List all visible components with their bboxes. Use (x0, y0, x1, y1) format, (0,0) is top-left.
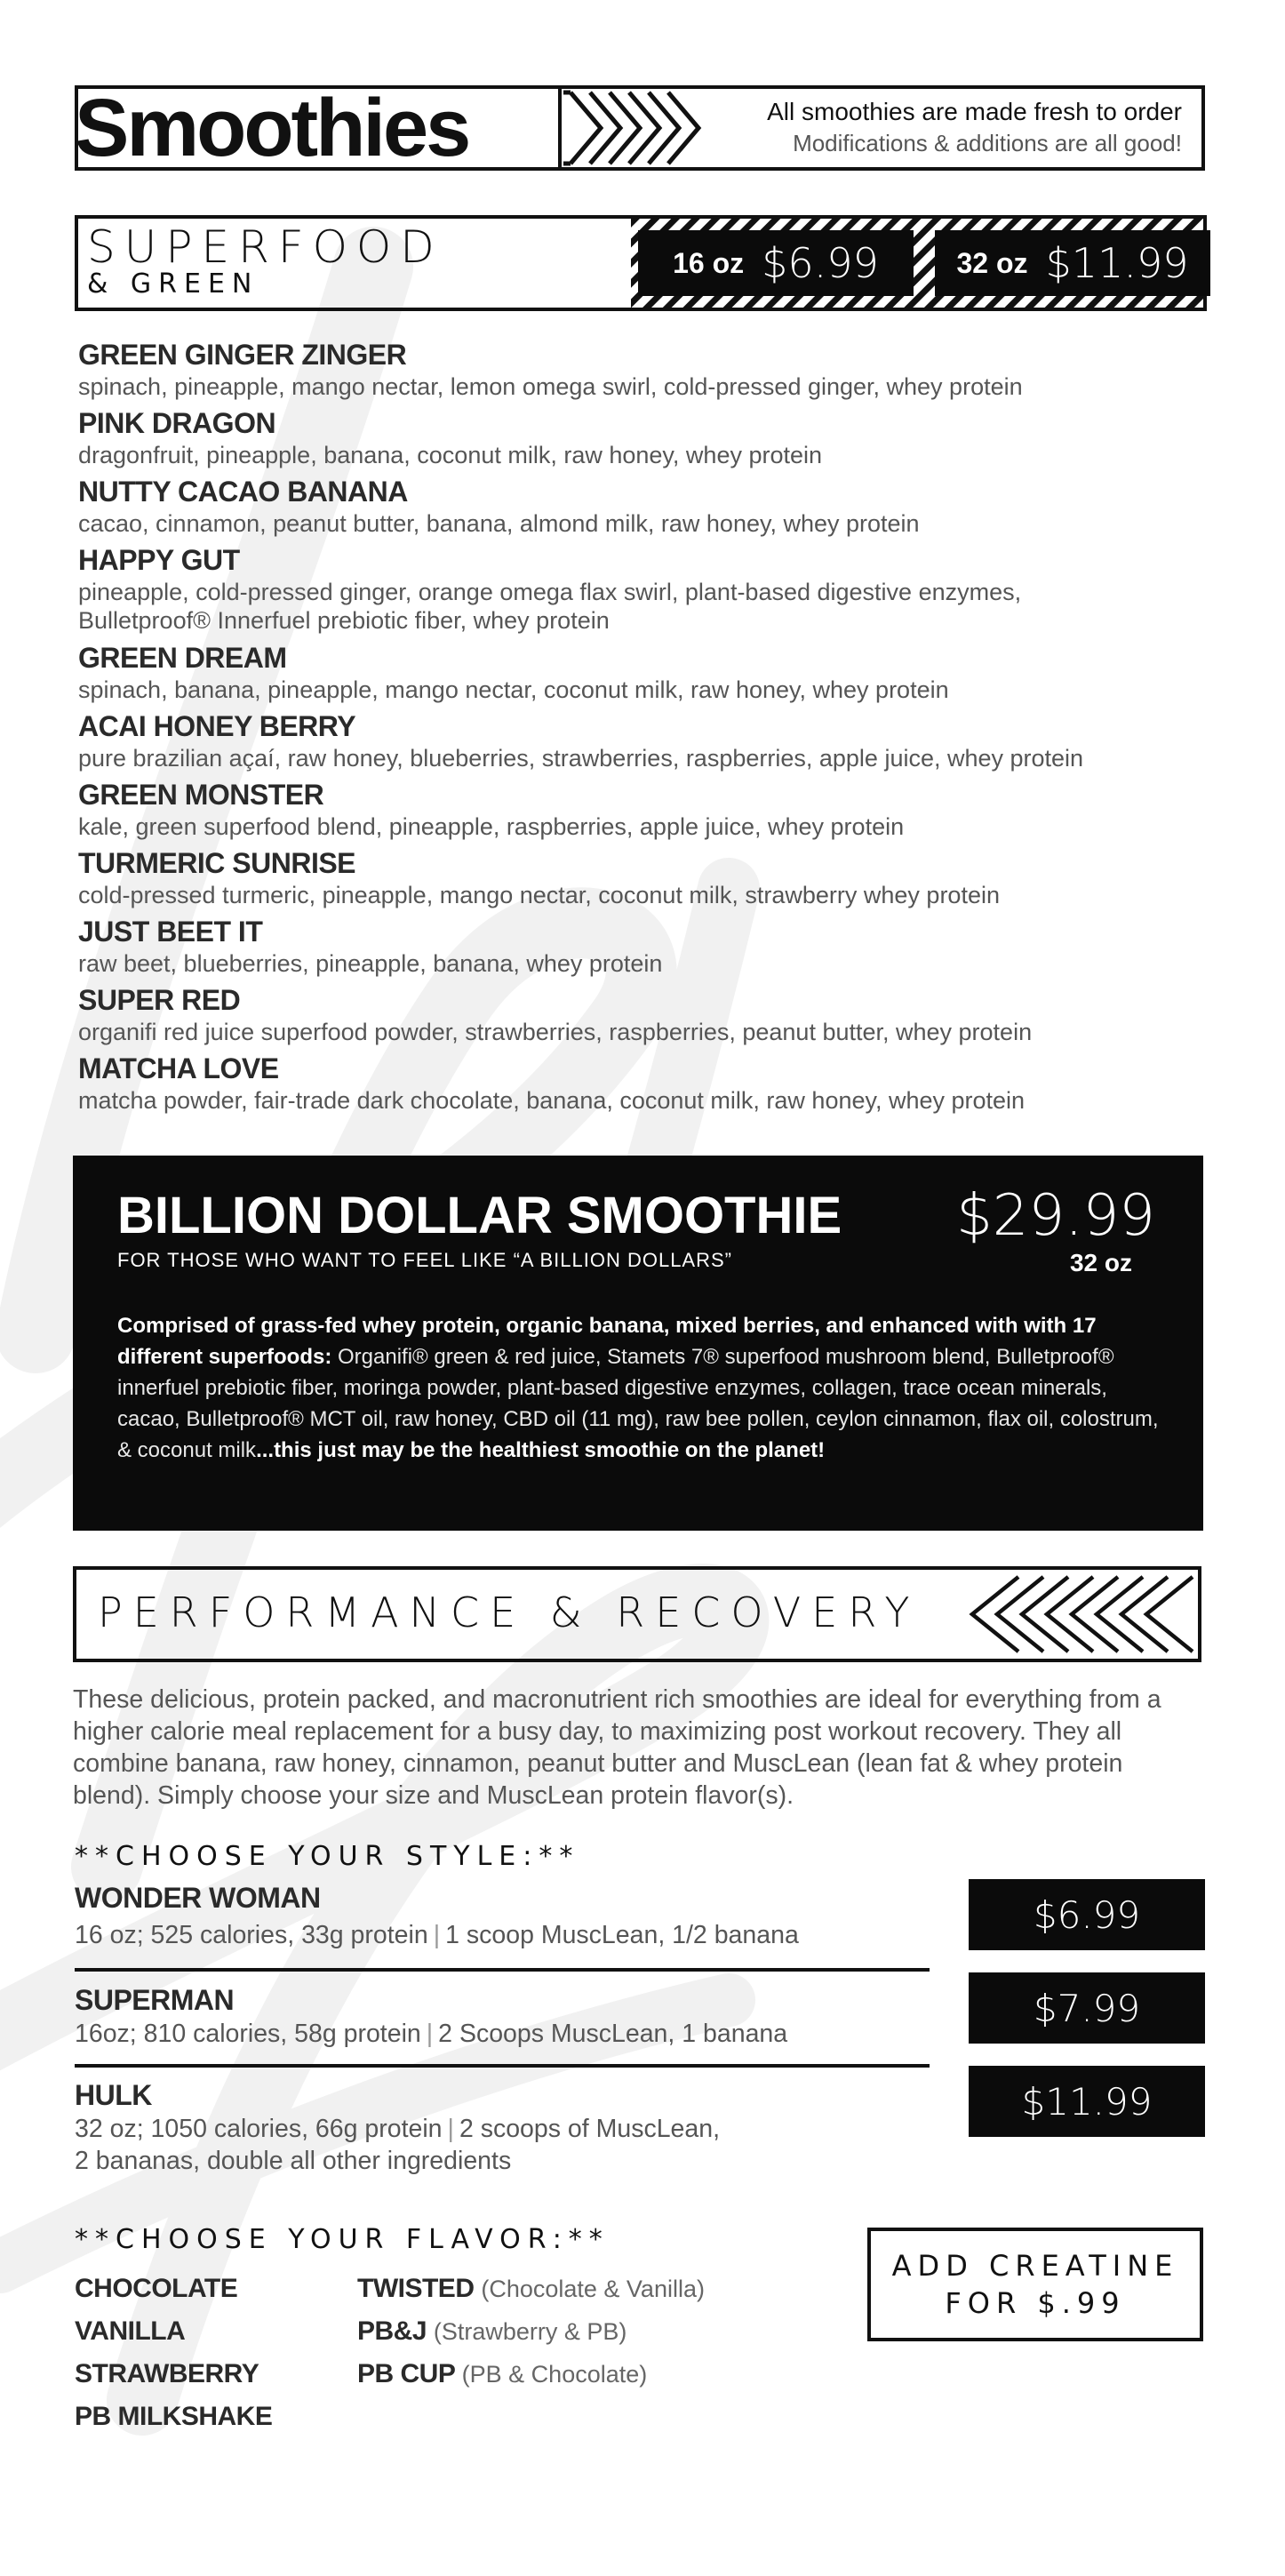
style-name: HULK (75, 2079, 152, 2111)
style-spec (75, 2018, 787, 2050)
spec-separator: | (447, 2115, 454, 2143)
style-detail-text: 1 scoop MuscLean, 1/2 banana (445, 1921, 799, 1949)
menu-item-desc: spinach, banana, pineapple, mango nectar, coconut milk, raw honey, whey protein (78, 676, 949, 703)
menu-item-desc: organifi red juice superfood powder, strawberries, raspberries, peanut butter, whey protein (78, 1019, 1033, 1045)
flavor-twisted (357, 2273, 705, 2305)
menu-item-desc: matcha powder, fair-trade dark chocolate, banana, coconut milk, raw honey, whey protein (78, 1087, 1026, 1114)
billion-dollar-tagline: FOR THOSE WHO WANT TO FEEL LIKE “A BILLION DOLLARS” (117, 1249, 732, 1271)
menu-item-name: GREEN DREAM (78, 642, 287, 674)
style-spec-text: 16oz; 810 calories, 58g protein (75, 2020, 421, 2048)
style-spec (75, 2113, 720, 2145)
flavor-chocolate: CHOCOLATE (75, 2274, 238, 2303)
menu-item-desc: cold-pressed turmeric, pineapple, mango nectar, coconut milk, strawberry whey protein (78, 882, 1000, 908)
billion-dollar-description (117, 1310, 1161, 1466)
superfood-subtitle: & GREEN (87, 268, 259, 300)
menu-item-name: ACAI HONEY BERRY (78, 710, 356, 742)
flavor-note: (Chocolate & Vanilla) (481, 2276, 705, 2302)
creatine-line-1: ADD CREATINE (891, 2249, 1179, 2283)
superfood-title: SUPERFOOD (87, 221, 443, 273)
flavor-name: TWISTED (357, 2274, 475, 2303)
choose-flavor-label: **CHOOSE YOUR FLAVOR:** (75, 2224, 610, 2255)
style-spec-text: 32 oz; 1050 calories, 66g protein (75, 2115, 443, 2143)
menu-item-desc: pure brazilian açaí, raw honey, blueberries, strawberries, raspberries, apple juice, whey protein (78, 745, 1084, 772)
billion-dollar-price: $29.99 (956, 1183, 1155, 1249)
header-note-modifications: Modifications & additions are all good! (793, 130, 1182, 156)
flavor-pb-cup (357, 2358, 647, 2390)
header-note-fresh: All smoothies are made fresh to order (767, 98, 1182, 125)
add-creatine-box (867, 2228, 1203, 2341)
style-spec-text: 16 oz; 525 calories, 33g protein (75, 1921, 428, 1949)
spec-separator: | (433, 1921, 441, 1949)
billion-desc-bold-intro: Comprised of grass-fed whey protein, organic banana, mixed berries, and enhanced with with 17 different superfoods: (117, 1314, 1097, 1369)
flavor-name: PB&J (357, 2316, 427, 2346)
billion-dollar-title: BILLION DOLLAR SMOOTHIE (117, 1187, 842, 1244)
spec-separator: | (426, 2020, 434, 2048)
menu-item-desc: pineapple, cold-pressed ginger, orange omega flax swirl, plant-based digestive enzymes, Bulletproof® Innerfuel prebiotic fiber, whey protein (78, 579, 1022, 634)
style-spec (75, 1919, 799, 1951)
billion-desc-bold-outro: ...this just may be the healthiest smoothie on the planet! (256, 1438, 826, 1462)
billion-desc-body: Organifi® green & red juice, Stamets 7® superfood mushroom blend, Bulletproof® innerfuel prebiotic fiber, moringa powder, plant-based digestive enzymes, collagen, trace ocean minerals, cacao, Bulletproof® MCT oil, raw honey, CBD oil (11 mg), raw bee pollen, ceylon cinnamon, flax oil, colostrum, & coconut milk (117, 1345, 1159, 1462)
flavor-note: (PB & Chocolate) (461, 2361, 648, 2388)
flavor-pbj (357, 2316, 627, 2348)
flavor-vanilla: VANILLA (75, 2316, 186, 2346)
style-price-tag: $11.99 (969, 2066, 1205, 2137)
price-amount: $11.99 (1045, 239, 1189, 287)
page-title: Smoothies (75, 83, 469, 173)
style-detail-text: 2 scoops of MuscLean, (459, 2115, 721, 2143)
menu-item-name: MATCHA LOVE (78, 1052, 279, 1084)
menu-item-name: TURMERIC SUNRISE (78, 847, 356, 879)
style-name: WONDER WOMAN (75, 1882, 321, 1914)
style-price-tag: $6.99 (969, 1879, 1205, 1950)
flavor-strawberry: STRAWBERRY (75, 2359, 259, 2388)
row-divider (75, 2064, 930, 2068)
menu-item-name: JUST BEET IT (78, 916, 263, 948)
row-divider (75, 1968, 930, 1972)
performance-intro: These delicious, protein packed, and macronutrient rich smoothies are ideal for everything from a higher calorie meal replacement for a busy day, to maximizing post workout recovery. They all combine banana, raw honey, cinnamon, peanut butter and MuscLean (lean fat & whey protein blend). Simply choose your size and MuscLean protein flavor(s). (73, 1685, 1161, 1810)
chevron-arrows-graphic (563, 89, 711, 167)
menu-item-desc: cacao, cinnamon, peanut butter, banana, almond milk, raw honey, whey protein (78, 510, 920, 537)
menu-item-name: SUPER RED (78, 984, 241, 1016)
menu-item-name: HAPPY GUT (78, 544, 240, 576)
style-detail-text: 2 Scoops MuscLean, 1 banana (438, 2020, 788, 2048)
menu-item-desc: raw beet, blueberries, pineapple, banana, whey protein (78, 950, 663, 977)
menu-item-desc: dragonfruit, pineapple, banana, coconut milk, raw honey, whey protein (78, 442, 823, 468)
flavor-name: PB CUP (357, 2359, 455, 2388)
flavor-pb-milkshake: PB MILKSHAKE (75, 2402, 273, 2431)
performance-title: PERFORMANCE & RECOVERY (98, 1588, 921, 1636)
style-name: SUPERMAN (75, 1984, 235, 2016)
price-size-label: 16 oz (673, 246, 745, 279)
price-tag-16oz (638, 230, 914, 296)
billion-dollar-size: 32 oz (1069, 1249, 1132, 1276)
chevron-arrows-left-graphic (965, 1572, 1198, 1657)
flavor-note: (Strawberry & PB) (433, 2318, 627, 2345)
menu-item-name: PINK DRAGON (78, 407, 276, 439)
price-tag-32oz (935, 230, 1210, 296)
menu-item-name: GREEN MONSTER (78, 779, 324, 811)
header-divider (558, 85, 562, 171)
price-amount: $6.99 (762, 239, 879, 287)
menu-item-name: GREEN GINGER ZINGER (78, 339, 407, 371)
menu-item-desc: kale, green superfood blend, pineapple, raspberries, apple juice, whey protein (78, 813, 905, 840)
style-detail-continued: 2 bananas, double all other ingredients (75, 2147, 512, 2175)
price-size-label: 32 oz (956, 246, 1028, 279)
choose-style-label: **CHOOSE YOUR STYLE:** (75, 1841, 580, 1872)
creatine-line-2: FOR $.99 (945, 2286, 1126, 2320)
menu-item-desc: spinach, pineapple, mango nectar, lemon omega swirl, cold-pressed ginger, whey protein (78, 373, 1023, 400)
menu-item-name: NUTTY CACAO BANANA (78, 476, 408, 508)
style-price-tag: $7.99 (969, 1972, 1205, 2044)
